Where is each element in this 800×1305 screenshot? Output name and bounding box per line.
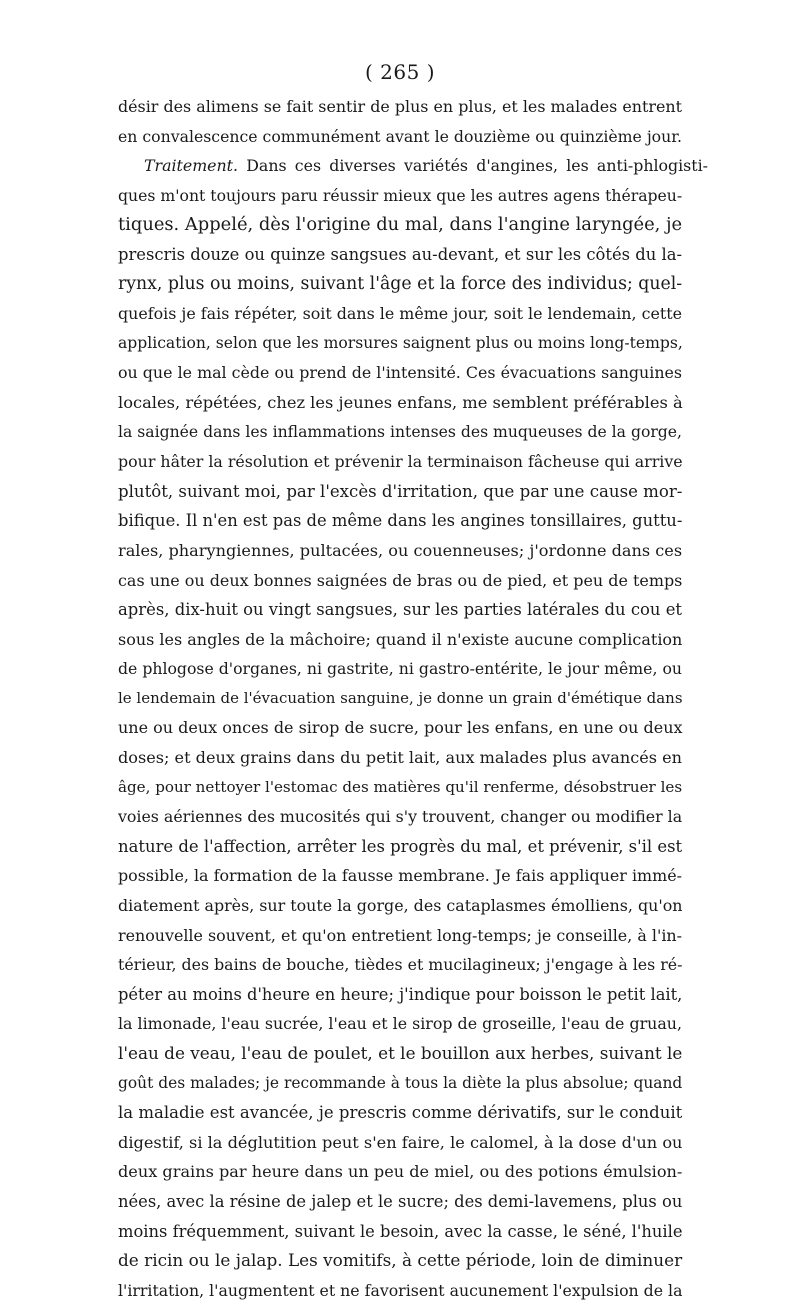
text-line: application, selon que les morsures saignent plus ou moins long-temps, bbox=[118, 333, 683, 352]
text-line: la maladie est avancée, je prescris comme dérivatifs, sur le conduit bbox=[118, 1103, 683, 1123]
text-line: voies aériennes des mucosités qui s'y trouvent, changer ou modifier la bbox=[118, 807, 683, 827]
text-line: quefois je fais répéter, soit dans le même jour, soit le lendemain, cette bbox=[118, 304, 682, 324]
text-line: la limonade, l'eau sucrée, l'eau et le sirop de groseille, l'eau de gruau, bbox=[118, 1014, 682, 1034]
body-text bbox=[118, 92, 708, 1305]
text-line: nées, avec la résine de jalep et le sucre; des demi-lavemens, plus ou bbox=[118, 1191, 683, 1211]
text-line: l'irritation, l'augmentent et ne favorisent aucunement l'expulsion de la bbox=[118, 1280, 683, 1300]
text-line: la saignée dans les inflammations intenses des muqueuses de la gorge, bbox=[118, 422, 682, 441]
text-line: ou que le mal cède ou prend de l'intensité. Ces évacuations sanguines bbox=[118, 363, 682, 383]
text-line: bifique. Il n'en est pas de même dans les angines tonsillaires, guttu- bbox=[118, 511, 683, 531]
text-line: l'eau de veau, l'eau de poulet, et le bouillon aux herbes, suivant le bbox=[118, 1043, 683, 1063]
text-line: de phlogose d'organes, ni gastrite, ni gastro-entérite, le jour même, ou bbox=[118, 659, 682, 679]
text-line: pour hâter la résolution et prévenir la terminaison fâcheuse qui arrive bbox=[118, 452, 683, 472]
text-line: ques m'ont toujours paru réussir mieux que les autres agens thérapeu- bbox=[118, 185, 683, 205]
text-line: possible, la formation de la fausse membrane. Je fais appliquer immé- bbox=[118, 866, 682, 886]
text-line: térieur, des bains de bouche, tièdes et mucilagineux; j'engage à les ré- bbox=[118, 955, 683, 975]
text-line: nature de l'affection, arrêter les progrès du mal, et prévenir, s'il est bbox=[118, 836, 683, 856]
text-line: renouvelle souvent, et qu'on entretient long-temps; je conseille, à l'in- bbox=[118, 925, 682, 945]
text-line: en convalescence communément avant le douzième ou quinzième jour. bbox=[118, 126, 682, 146]
section-heading: Traitement. bbox=[144, 156, 239, 176]
text-line: une ou deux onces de sirop de sucre, pour les enfans, en une ou deux bbox=[118, 718, 683, 738]
text-line: après, dix-huit ou vingt sangsues, sur les parties latérales du cou et bbox=[118, 600, 682, 620]
text-line: péter au moins d'heure en heure; j'indique pour boisson le petit lait, bbox=[118, 984, 683, 1004]
text-line: goût des malades; je recommande à tous la diète la plus absolue; quand bbox=[118, 1073, 683, 1092]
text-line: diatement après, sur toute la gorge, des cataplasmes émolliens, qu'on bbox=[118, 896, 683, 916]
text-line: deux grains par heure dans un peu de miel, ou des potions émulsion- bbox=[118, 1162, 683, 1182]
text-line: le lendemain de l'évacuation sanguine, je donne un grain d'émétique dans bbox=[118, 688, 683, 707]
text-line-rest: Dans ces diverses variétés d'angines, les anti-phlogisti- bbox=[238, 156, 708, 176]
text-line: locales, répétées, chez les jeunes enfans, me semblent préférables à bbox=[118, 392, 683, 412]
text-line: prescris douze ou quinze sangsues au-devant, et sur les côtés du la- bbox=[118, 244, 682, 264]
page-number: ( 265 ) bbox=[365, 60, 435, 84]
text-line: rynx, plus ou moins, suivant l'âge et la force des individus; quel- bbox=[118, 273, 683, 294]
text-line bbox=[118, 151, 708, 181]
text-line: sous les angles de la mâchoire; quand il n'existe aucune complication bbox=[118, 629, 683, 649]
text-line: de ricin ou le jalap. Les vomitifs, à cette période, loin de diminuer bbox=[118, 1250, 683, 1271]
text-line: plutôt, suivant moi, par l'excès d'irritation, que par une cause mor- bbox=[118, 481, 683, 501]
text-line: digestif, si la déglutition peut s'en faire, le calomel, à la dose d'un ou bbox=[118, 1132, 683, 1152]
text-line: désir des alimens se fait sentir de plus en plus, et les malades entrent bbox=[118, 97, 682, 116]
text-line: rales, pharyngiennes, pultacées, ou couenneuses; j'ordonne dans ces bbox=[118, 540, 683, 560]
text-line: moins fréquemment, suivant le besoin, avec la casse, le séné, l'huile bbox=[118, 1221, 683, 1241]
text-line: âge, pour nettoyer l'estomac des matières qu'il renferme, désobstruer les bbox=[118, 777, 683, 796]
text-line: tiques. Appelé, dès l'origine du mal, dans l'angine laryngée, je bbox=[118, 214, 683, 236]
text-line: cas une ou deux bonnes saignées de bras ou de pied, et peu de temps bbox=[118, 570, 683, 590]
text-line: doses; et deux grains dans du petit lait, aux malades plus avancés en bbox=[118, 748, 682, 768]
